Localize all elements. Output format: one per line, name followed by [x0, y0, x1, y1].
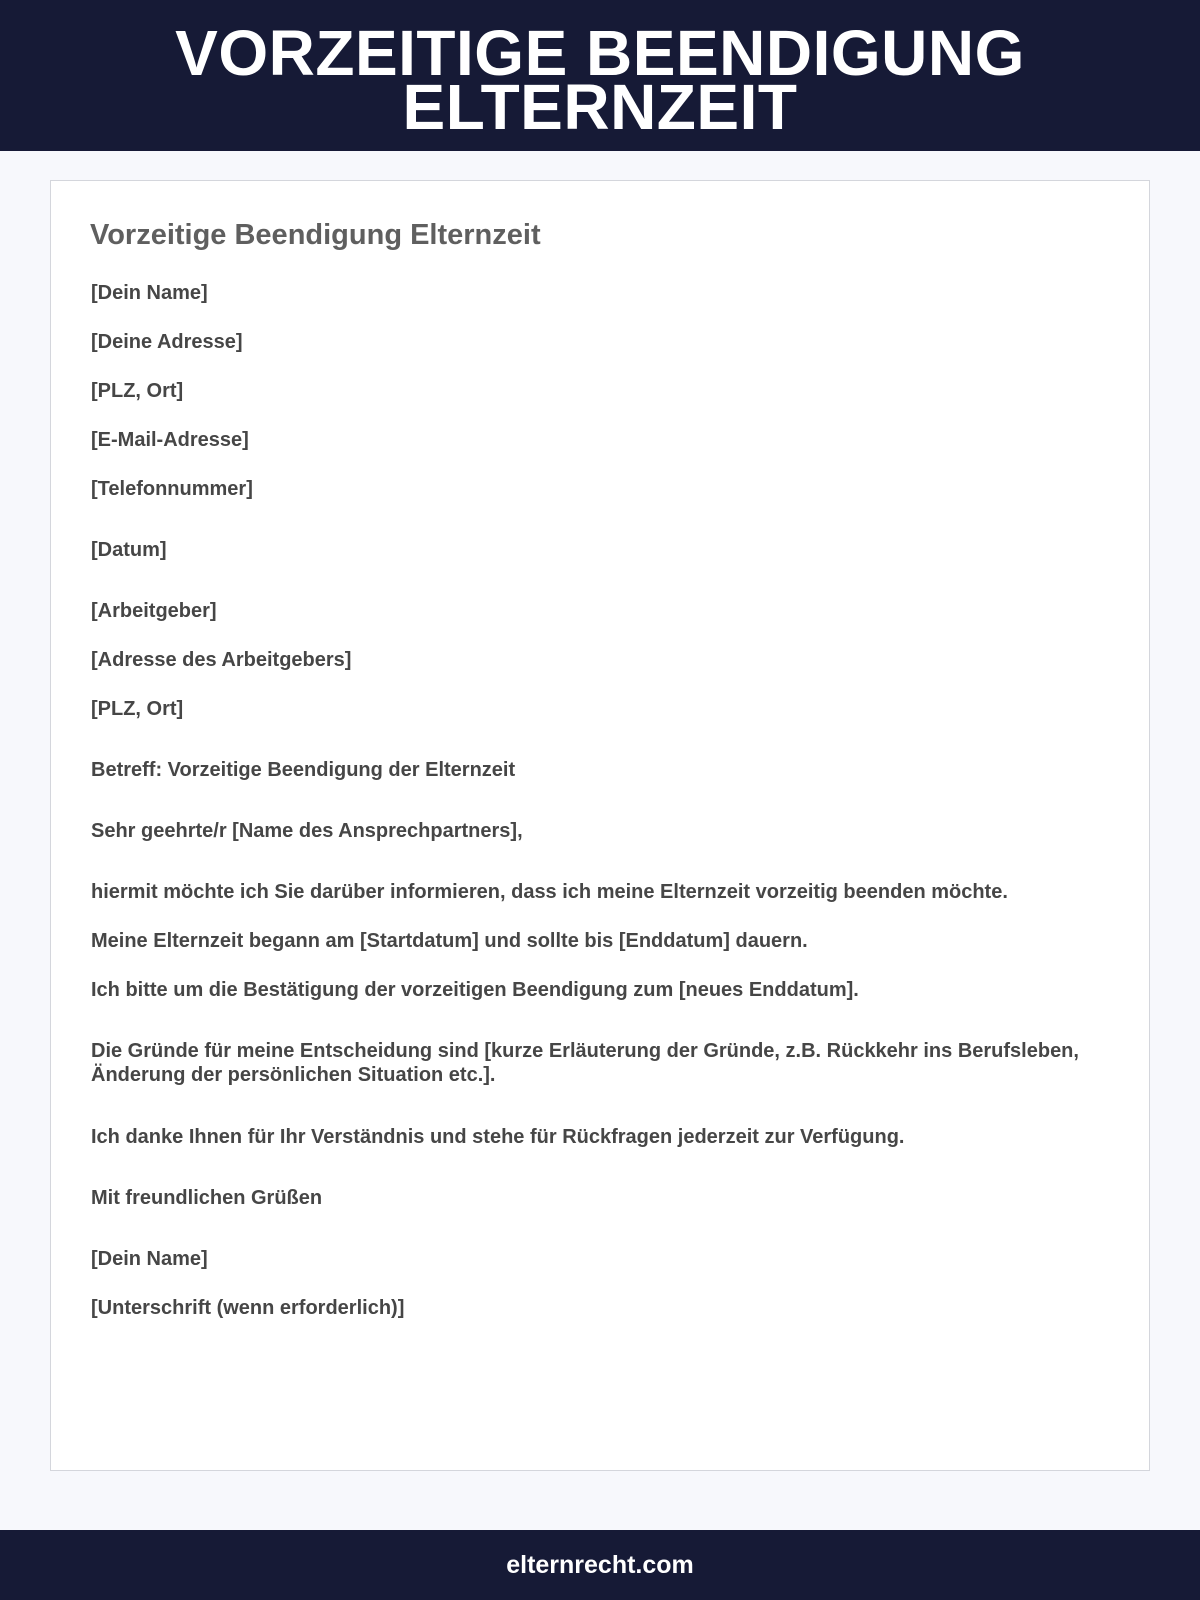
letter-salutation: Sehr geehrte/r [Name des Ansprechpartners], [91, 820, 523, 842]
letter-date: [Datum] [91, 539, 167, 561]
footer-bar [0, 1530, 1200, 1600]
letter-title: Vorzeitige Beendigung Elternzeit [90, 219, 541, 251]
letter-card [50, 180, 1150, 1471]
body-paragraph-4: Die Gründe für meine Entscheidung sind [kurze Erläuterung der Gründe, z.B. Rückkehr ins Berufsleben, Änderung der persönlichen Situation etc.]. [91, 1040, 1079, 1086]
sender-address: [Deine Adresse] [91, 331, 243, 353]
employer-address: [Adresse des Arbeitgebers] [91, 649, 352, 671]
body-paragraph-2: Meine Elternzeit begann am [Startdatum] und sollte bis [Enddatum] dauern. [91, 930, 808, 952]
header-banner [0, 0, 1200, 151]
page-title: VORZEITIGE BEENDIGUNG ELTERNZEIT [175, 16, 1025, 143]
sender-email: [E-Mail-Adresse] [91, 429, 249, 451]
signature-name: [Dein Name] [91, 1248, 208, 1270]
sender-city: [PLZ, Ort] [91, 380, 184, 402]
signature-line: [Unterschrift (wenn erforderlich)] [91, 1297, 405, 1319]
letter-closing: Mit freundlichen Grüßen [91, 1187, 323, 1209]
body-paragraph-3: Ich bitte um die Bestätigung der vorzeitigen Beendigung zum [neues Enddatum]. [91, 979, 859, 1001]
body-paragraph-1: hiermit möchte ich Sie darüber informieren, dass ich meine Elternzeit vorzeitig beenden möchte. [91, 881, 1008, 903]
employer-city: [PLZ, Ort] [91, 698, 184, 720]
letter-subject: Betreff: Vorzeitige Beendigung der Elternzeit [91, 759, 516, 781]
employer-name: [Arbeitgeber] [91, 600, 217, 622]
sender-name: [Dein Name] [91, 282, 208, 304]
footer-site-link[interactable]: elternrecht.com [506, 1550, 694, 1579]
sender-phone: [Telefonnummer] [91, 478, 253, 500]
body-paragraph-5: Ich danke Ihnen für Ihr Verständnis und stehe für Rückfragen jederzeit zur Verfügung. [91, 1126, 905, 1148]
